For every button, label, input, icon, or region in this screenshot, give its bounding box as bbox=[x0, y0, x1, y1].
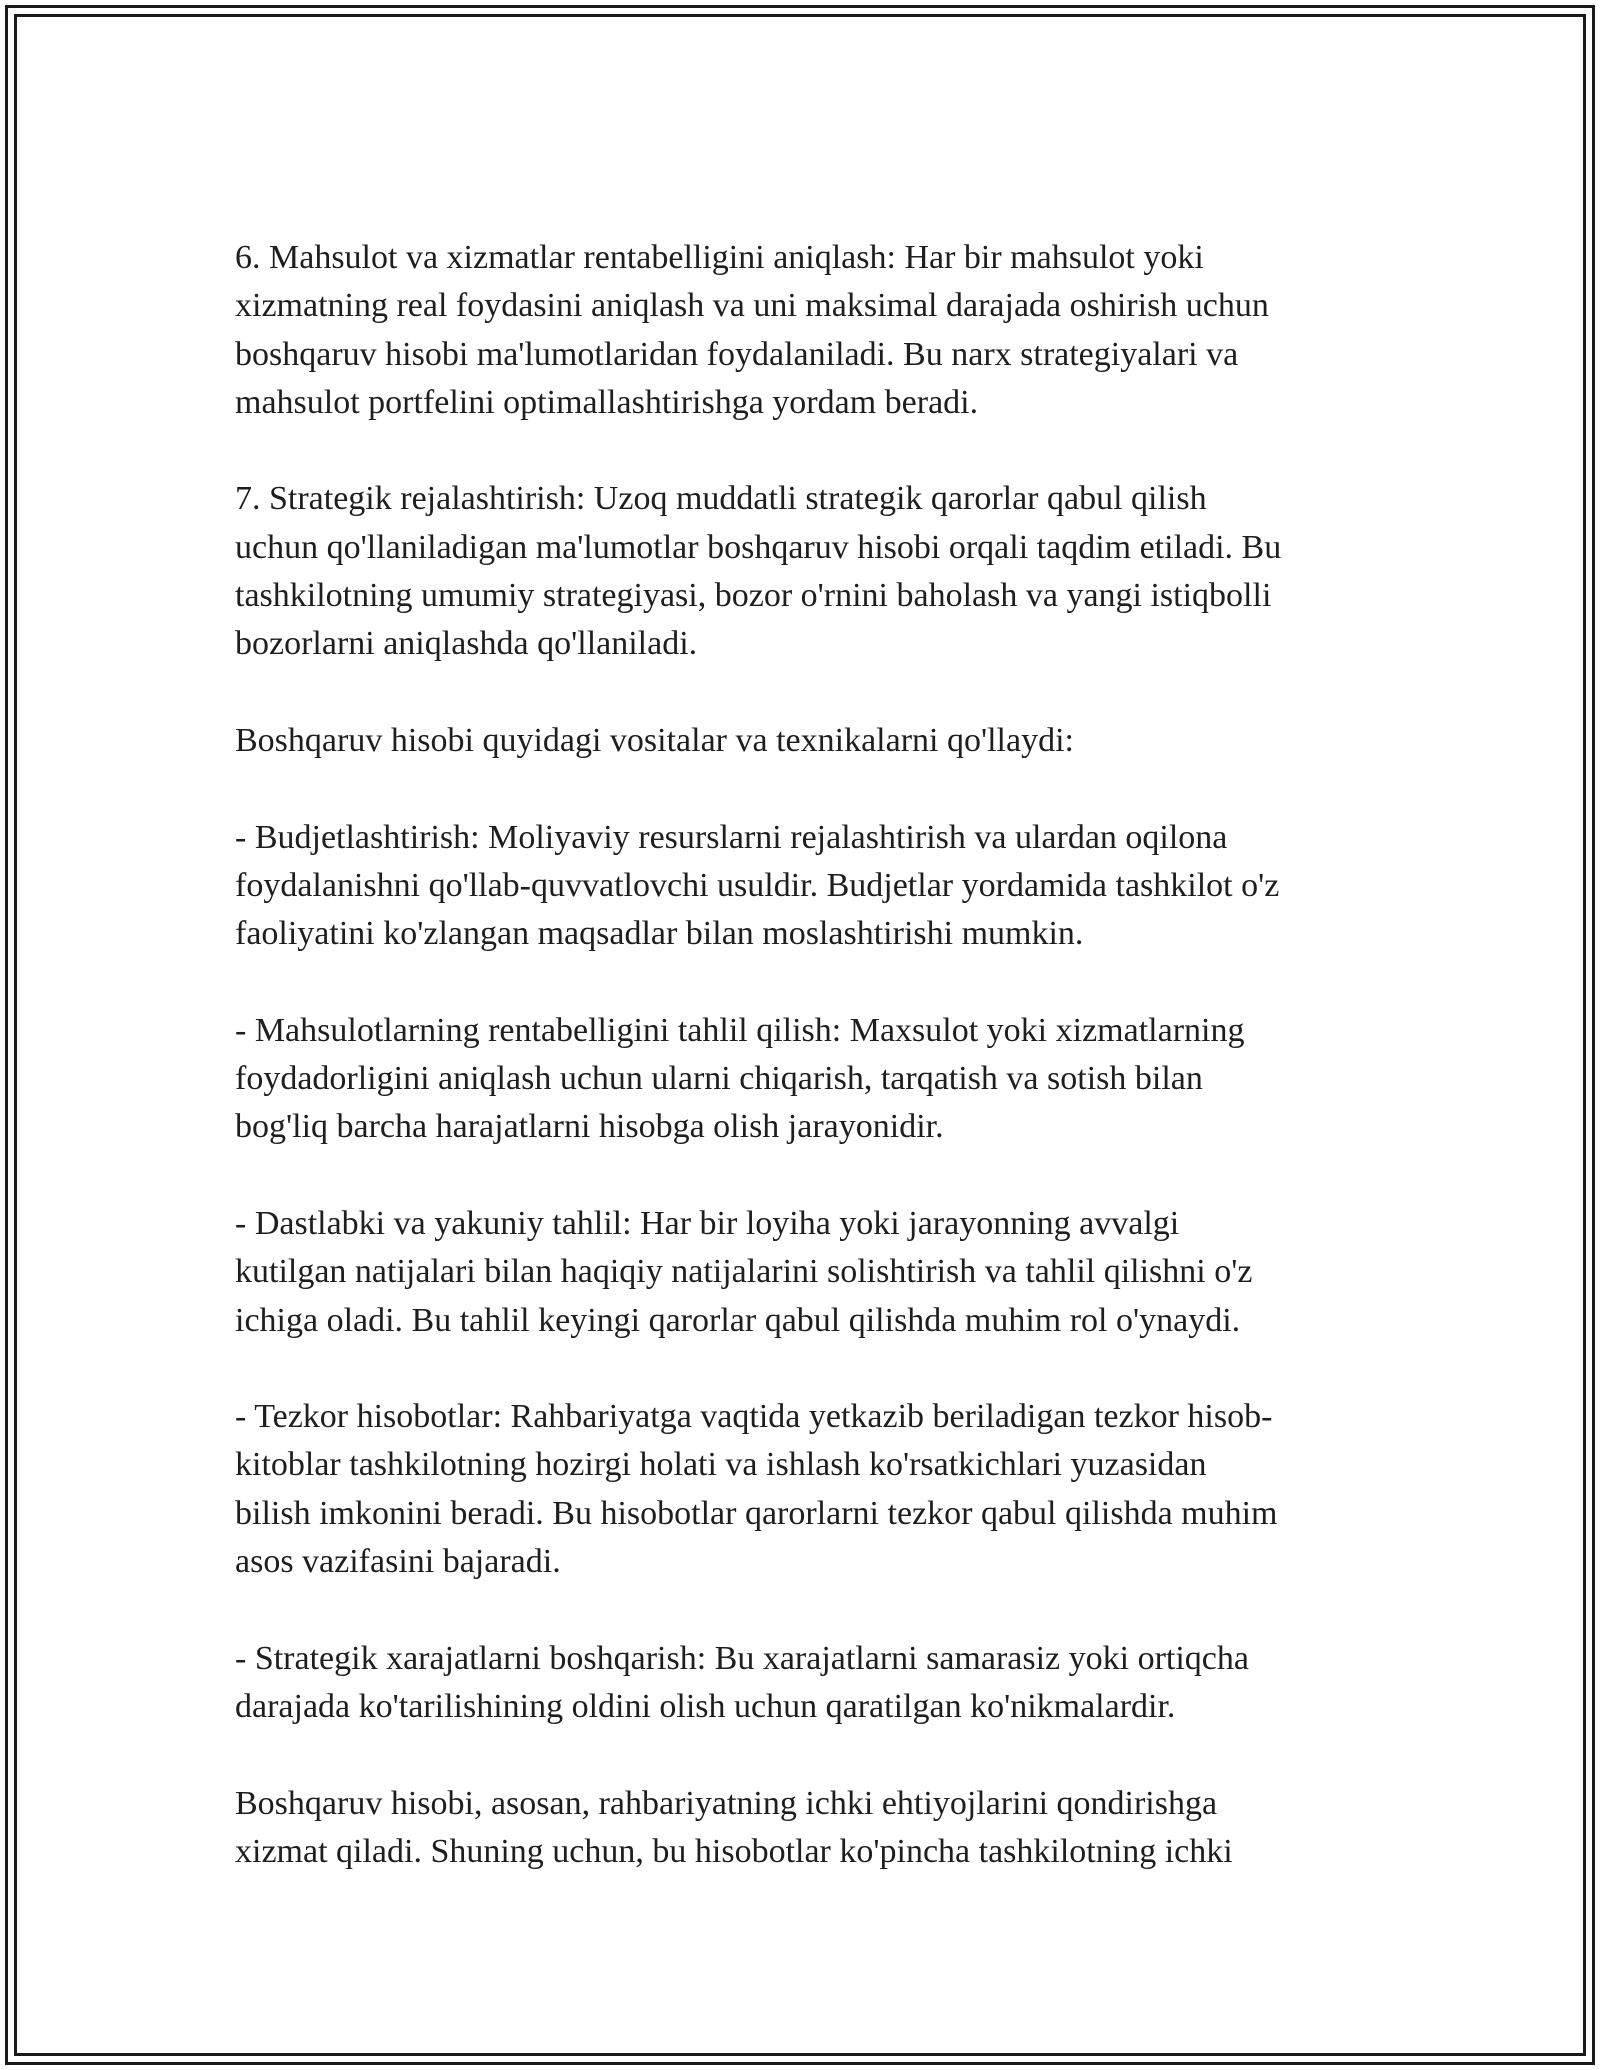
paragraph-tools-intro bbox=[235, 717, 1375, 765]
text-line: foydalanishni qo'llab-quvvatlovchi usuldir. Budjetlar yordamida tashkilot o'z bbox=[235, 866, 1280, 904]
text-line: - Dastlabki va yakuniy tahlil: Har bir loyiha yoki jarayonning avvalgi bbox=[235, 1204, 1180, 1242]
paragraph-item-7-strategic-planning bbox=[235, 475, 1375, 668]
text-line: kitoblar tashkilotning hozirgi holati va ishlash ko'rsatkichlari yuzasidan bbox=[235, 1446, 1207, 1484]
text-line: uchun qo'llaniladigan ma'lumotlar boshqaruv hisobi orqali taqdim etiladi. Bu bbox=[235, 528, 1282, 566]
text-line: - Tezkor hisobotlar: Rahbariyatga vaqtida yetkazib beriladigan tezkor hisob- bbox=[235, 1398, 1273, 1436]
text-line: 6. Mahsulot va xizmatlar rentabelligini aniqlash: Har bir mahsulot yoki bbox=[235, 239, 1204, 276]
paragraph-budgeting bbox=[235, 814, 1375, 959]
text-line: boshqaruv hisobi ma'lumotlaridan foydalaniladi. Bu narx strategiyalari va bbox=[235, 335, 1239, 373]
text-line: xizmatning real foydasini aniqlash va uni maksimal darajada oshirish uchun bbox=[235, 287, 1269, 325]
text-line: bozorlarni aniqlashda qo'llaniladi. bbox=[235, 625, 698, 663]
paragraph-strategic-cost-management bbox=[235, 1635, 1375, 1732]
document-body bbox=[235, 234, 1375, 1876]
text-line: - Budjetlashtirish: Moliyaviy resurslarni rejalashtirish va ulardan oqilona bbox=[235, 818, 1228, 856]
text-line: xizmat qiladi. Shuning uchun, bu hisobotlar ko'pincha tashkilotning ichki bbox=[235, 1832, 1233, 1870]
paragraph-item-6-product-profitability bbox=[235, 234, 1375, 427]
text-line: Boshqaruv hisobi, asosan, rahbariyatning ichki ehtiyojlarini qondirishga bbox=[235, 1784, 1218, 1822]
text-line: darajada ko'tarilishining oldini olish uchun qaratilgan ko'nikmalardir. bbox=[235, 1687, 1176, 1725]
text-line: faoliyatini ko'zlangan maqsadlar bilan moslashtirishi mumkin. bbox=[235, 915, 1084, 953]
text-line: tashkilotning umumiy strategiyasi, bozor o'rnini baholash va yangi istiqbolli bbox=[235, 577, 1272, 615]
text-line: kutilgan natijalari bilan haqiqiy natijalarini solishtirish va tahlil qilishni o'z bbox=[235, 1253, 1253, 1291]
paragraph-profitability-analysis bbox=[235, 1007, 1375, 1152]
text-line: ichiga oladi. Bu tahlil keyingi qarorlar qabul qilishda muhim rol o'ynaydi. bbox=[235, 1301, 1241, 1339]
text-line: - Strategik xarajatlarni boshqarish: Bu xarajatlarni samarasiz yoki ortiqcha bbox=[235, 1639, 1249, 1677]
paragraph-internal-needs bbox=[235, 1780, 1375, 1877]
text-line: asos vazifasini bajaradi. bbox=[235, 1543, 561, 1581]
text-line: foydadorligini aniqlash uchun ularni chiqarish, tarqatish va sotish bilan bbox=[235, 1060, 1203, 1098]
paragraph-preliminary-final-analysis bbox=[235, 1200, 1375, 1345]
text-line: 7. Strategik rejalashtirish: Uzoq muddatli strategik qarorlar qabul qilish bbox=[235, 480, 1207, 518]
text-line: Boshqaruv hisobi quyidagi vositalar va texnikalarni qo'llaydi: bbox=[235, 721, 1074, 759]
text-line: bilish imkonini beradi. Bu hisobotlar qarorlarni tezkor qabul qilishda muhim bbox=[235, 1494, 1278, 1532]
text-line: - Mahsulotlarning rentabelligini tahlil qilish: Maxsulot yoki xizmatlarning bbox=[235, 1011, 1245, 1049]
text-line: mahsulot portfelini optimallashtirishga yordam beradi. bbox=[235, 383, 979, 421]
text-line: bog'liq barcha harajatlarni hisobga olish jarayonidir. bbox=[235, 1108, 944, 1146]
paragraph-quick-reports bbox=[235, 1393, 1375, 1586]
